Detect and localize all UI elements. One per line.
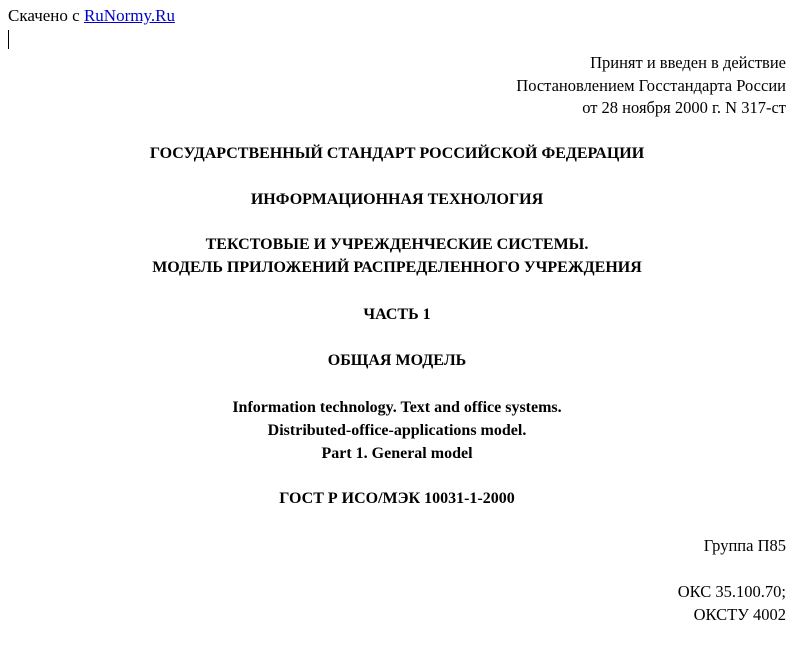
okstu-code: ОКСТУ 4002 — [693, 605, 786, 624]
english-title — [0, 396, 794, 465]
source-line — [8, 6, 175, 26]
state-standard-heading: ГОСУДАРСТВЕННЫЙ СТАНДАРТ РОССИЙСКОЙ ФЕДЕРАЦИИ — [149, 145, 645, 162]
source-prefix: Скачено с — [8, 6, 84, 25]
systems-heading-line-1: ТЕКСТОВЫЕ И УЧРЕЖДЕНЧЕСКИЕ СИСТЕМЫ. — [205, 236, 589, 253]
adoption-note — [516, 52, 786, 120]
systems-heading-line-2: МОДЕЛЬ ПРИЛОЖЕНИЙ РАСПРЕДЕЛЕННОГО УЧРЕЖДЕНИЯ — [152, 259, 642, 276]
general-model-heading: ОБЩАЯ МОДЕЛЬ — [327, 352, 467, 369]
it-heading: ИНФОРМАЦИОННАЯ ТЕХНОЛОГИЯ — [250, 191, 544, 208]
oks-code: ОКС 35.100.70; — [677, 582, 786, 601]
part-heading: ЧАСТЬ 1 — [363, 306, 431, 323]
source-link[interactable]: RuNormy.Ru — [83, 6, 175, 25]
adoption-line-3: от 28 ноября 2000 г. N 317-ст — [582, 98, 786, 117]
systems-heading — [0, 233, 794, 279]
standard-designation: ГОСТ Р ИСО/МЭК 10031-1-2000 — [279, 490, 515, 507]
adoption-line-1: Принят и введен в действие — [590, 53, 786, 72]
group-code: Группа П85 — [703, 536, 786, 555]
english-title-line-1: Information technology. Text and office systems. — [232, 399, 562, 416]
english-title-line-2: Distributed-office-applications model. — [267, 422, 527, 439]
adoption-line-2: Постановлением Госстандарта России — [516, 75, 786, 95]
english-title-line-3: Part 1. General model — [321, 445, 473, 462]
classification-codes — [678, 580, 786, 626]
text-cursor — [8, 30, 9, 49]
